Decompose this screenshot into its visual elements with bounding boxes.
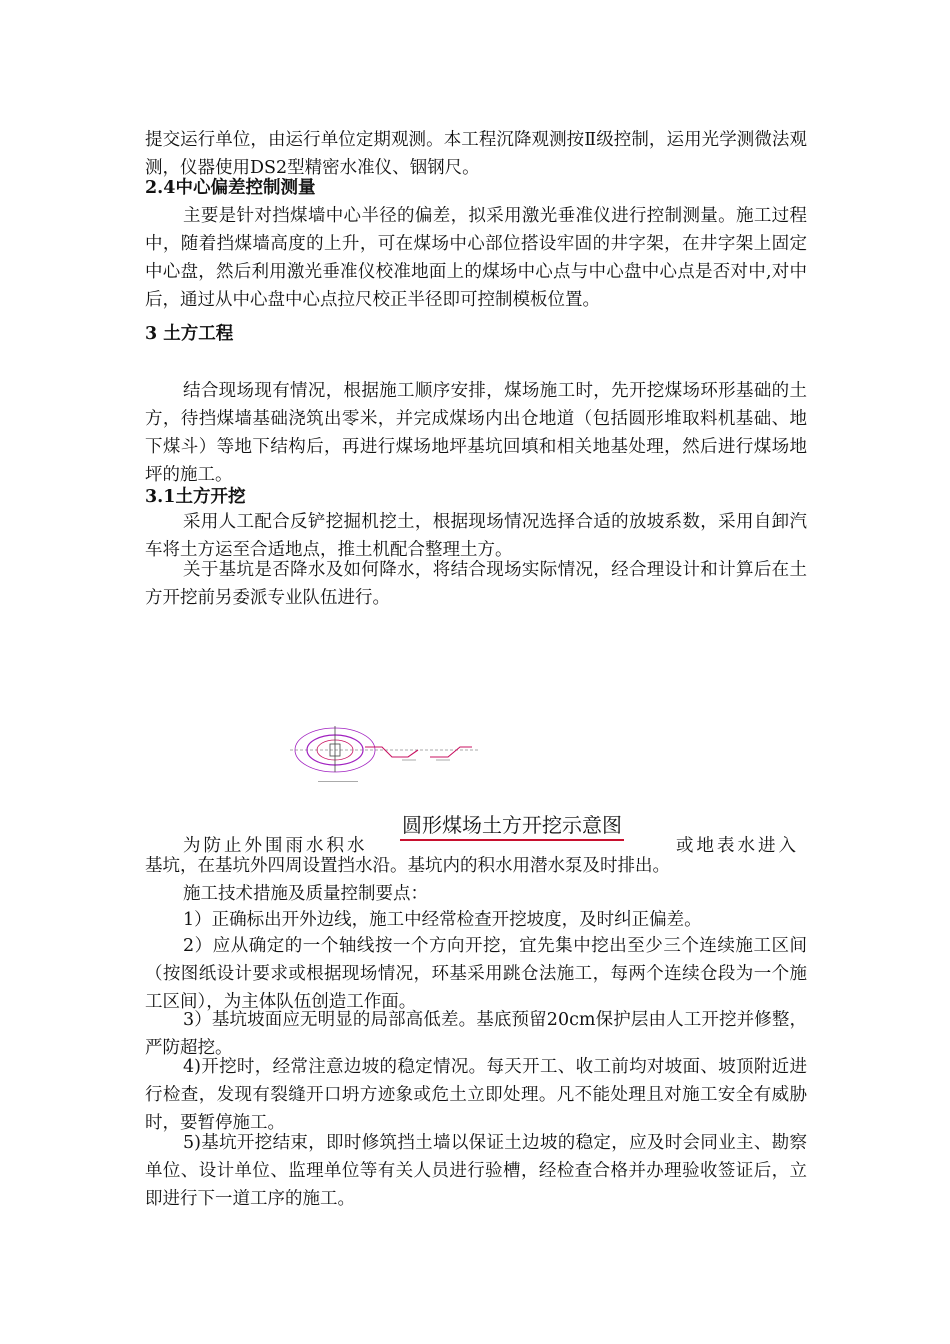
- paragraph-rain-rest: 基坑，在基坑外四周设置挡水沿。基坑内的积水用潜水泵及时排出。: [145, 856, 670, 876]
- heading-3-1: 3.1土方开挖: [145, 487, 246, 507]
- list-item-3: 3）基坑坡面应无明显的局部高低差。基底预留20cm保护层由人工开挖并修整，严防超挖。: [145, 1010, 807, 1058]
- heading-2-4: 2.4中心偏差控制测量: [145, 178, 316, 198]
- paragraph-center-deviation: 主要是针对挡煤墙中心半径的偏差，拟采用激光垂准仪进行控制测量。施工过程中，随着挡煤墙高度的上升，可在煤场中心部位搭设牢固的井字架，在井字架上固定中心盘，然后利用激光垂准仪校准地面上的煤场中心点与中心盘中心点是否对中,对中后，通过从中心盘中心点拉尺校正半径即可控制模板位置。: [145, 206, 807, 310]
- paragraph-measures-title: 施工技术措施及质量控制要点：: [183, 884, 428, 904]
- paragraph-rain-trail: 或地表水进入: [676, 836, 799, 856]
- figure-caption: 圆形煤场土方开挖示意图: [400, 812, 624, 841]
- paragraph-settlement: 提交运行单位，由运行单位定期观测。本工程沉降观测按Ⅱ级控制，运用光学测微法观测，仪器使用DS2型精密水准仪、铟钢尺。: [145, 130, 807, 178]
- paragraph-excavation: 采用人工配合反铲挖掘机挖土，根据现场情况选择合适的放坡系数，采用自卸汽车将土方运至合适地点，推土机配合整理土方。: [145, 512, 807, 560]
- figure-small-caption: [318, 781, 358, 785]
- paragraph-dewatering: 关于基坑是否降水及如何降水，将结合现场实际情况，经合理设计和计算后在土方开挖前另委派专业队伍进行。: [145, 560, 807, 608]
- paragraph-rain-lead: 为防止外围雨水积水: [183, 836, 368, 856]
- list-item-5: 5)基坑开挖结束，即时修筑挡土墙以保证土边坡的稳定，应及时会同业主、勘察单位、设计单位、监理单位等有关人员进行验槽，经检查合格并办理验收签证后，立即进行下一道工序的施工。: [145, 1133, 807, 1209]
- list-item-1: 1）正确标出开外边线，施工中经常检查开挖坡度，及时纠正偏差。: [183, 910, 702, 930]
- list-item-4: 4)开挖时，经常注意边坡的稳定情况。每天开工、收工前均对坡面、坡顶附近进行检查，发现有裂缝开口坍方迹象或危土立即处理。凡不能处理且对施工安全有威胁时，要暂停施工。: [145, 1057, 807, 1133]
- heading-3: 3 土方工程: [145, 324, 234, 344]
- paragraph-earthwork-intro: 结合现场现有情况，根据施工顺序安排，煤场施工时，先开挖煤场环形基础的土方，待挡煤墙基础浇筑出零米，并完成煤场内出仓地道（包括圆形堆取料机基础、地下煤斗）等地下结构后，再进行煤场地坪基坑回填和相关地基处理，然后进行煤场地坪的施工。: [145, 381, 807, 485]
- list-item-2: 2）应从确定的一个轴线按一个方向开挖，宜先集中挖出至少三个连续施工区间（按图纸设计要求或根据现场情况，环基采用跳仓法施工，每两个连续仓段为一个施工区间），为主体队伍创造工作面。: [145, 936, 807, 1012]
- excavation-diagram: [290, 720, 490, 780]
